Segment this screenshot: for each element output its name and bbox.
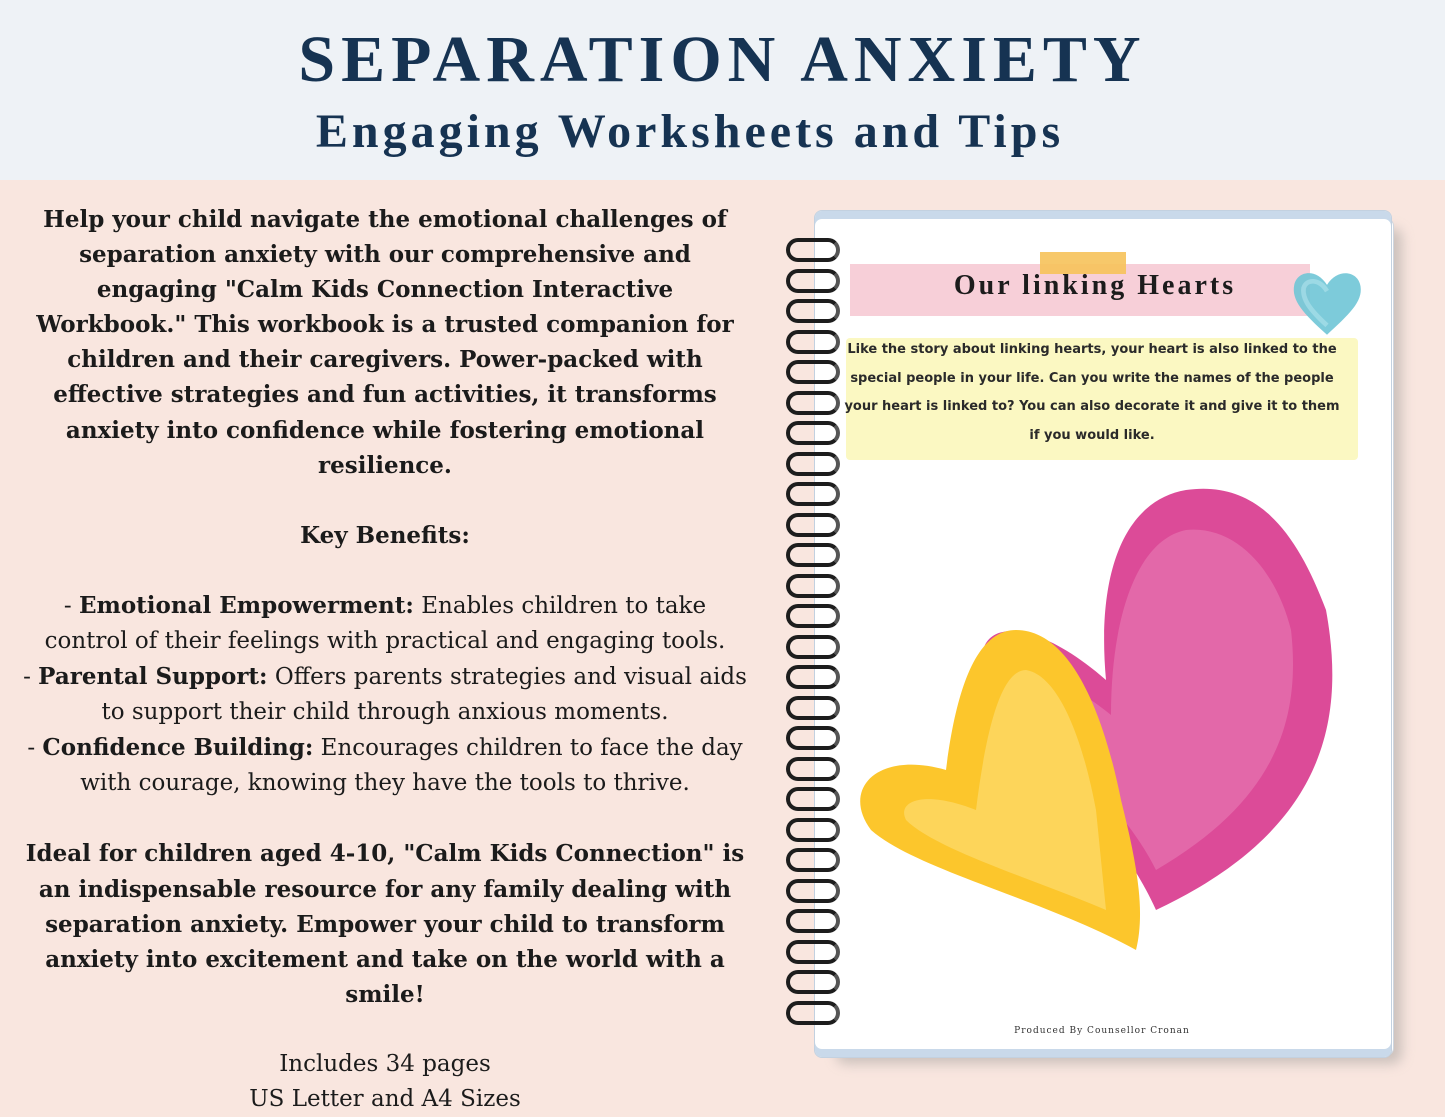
ideal-paragraph: Ideal for children aged 4-10, "Calm Kids Connection" is an indispensable resource for any family dealing with separation anxiety. Empower your child to transform anxiety into excitement and take on the world with a smile!	[25, 840, 745, 1008]
spiral-coil	[786, 452, 840, 476]
spiral-coil	[786, 482, 840, 506]
spiral-coil	[786, 604, 840, 628]
spiral-coil	[786, 787, 840, 811]
spiral-coil	[786, 726, 840, 750]
spiral-coil	[786, 970, 840, 994]
spiral-coil	[786, 909, 840, 933]
intro-paragraph: Help your child navigate the emotional challenges of separation anxiety with our comprehensive and engaging "Calm Kids Connection Interactive Workbook." This workbook is a trusted companion for children and their caregivers. Power-packed with effective strategies and fun activities, it transforms anxiety into confidence while fostering emotional resilience.	[36, 206, 734, 479]
paper-sizes: US Letter and A4 Sizes	[249, 1085, 521, 1112]
page-subtitle: Engaging Worksheets and Tips	[315, 105, 1065, 158]
spiral-coil	[786, 574, 840, 598]
spiral-coil	[786, 360, 840, 384]
worksheet-prompt: Like the story about linking hearts, your heart is also linked to the special people in your life. Can you write the names of the people your heart is linked to? You can also decorate it and give it to them if you would like.	[844, 342, 1340, 443]
benefit-label: Emotional Empowerment:	[78, 591, 414, 619]
spiral-coil	[786, 1001, 840, 1025]
product-description	[22, 202, 748, 1117]
spiral-coil	[786, 635, 840, 659]
spiral-coil	[786, 818, 840, 842]
spiral-coil	[786, 330, 840, 354]
spiral-coil	[786, 848, 840, 872]
spiral-coil	[786, 269, 840, 293]
benefit-label: Confidence Building:	[42, 734, 314, 762]
spiral-coil	[786, 696, 840, 720]
page-count: Includes 34 pages	[279, 1050, 491, 1077]
spiral-coil	[786, 543, 840, 567]
spiral-binding	[786, 238, 844, 1028]
header-band	[0, 0, 1445, 180]
benefit-label: Parental Support:	[38, 663, 268, 691]
benefit-item: - Parental Support: Offers parents strategies and visual aids to support their child through anxious moments.	[23, 663, 747, 726]
benefit-item: - Emotional Empowerment: Enables children to take control of their feelings with practical and engaging tools.	[44, 591, 726, 654]
spiral-coil	[786, 513, 840, 537]
producer-credit: Produced By Counsellor Cronan	[1014, 1026, 1190, 1036]
spiral-coil	[786, 238, 840, 262]
benefits-heading: Key Benefits:	[300, 521, 470, 549]
spiral-coil	[786, 757, 840, 781]
benefit-item: - Confidence Building: Encourages children to face the day with courage, knowing they have the tools to thrive.	[27, 734, 743, 797]
spiral-coil	[786, 879, 840, 903]
worksheet-title: Our linking Hearts	[953, 270, 1237, 301]
spiral-coil	[786, 421, 840, 445]
spiral-coil	[786, 391, 840, 415]
spiral-coil	[786, 665, 840, 689]
spiral-coil	[786, 940, 840, 964]
spiral-coil	[786, 299, 840, 323]
blue-heart-icon	[1288, 262, 1366, 342]
page-title: SEPARATION ANXIETY	[298, 23, 1147, 96]
linked-hearts-illustration	[856, 470, 1346, 970]
